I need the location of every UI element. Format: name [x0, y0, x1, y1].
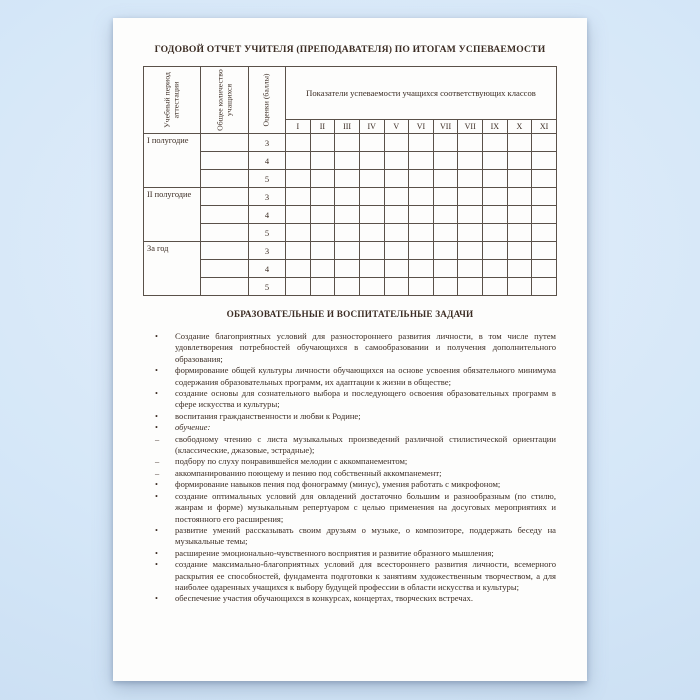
score-cell: [409, 134, 434, 152]
score-cell: [483, 278, 508, 296]
class-column-header: VI: [409, 120, 434, 134]
score-cell: [409, 278, 434, 296]
task-marker: •: [155, 548, 158, 558]
class-column-header: VII: [458, 120, 483, 134]
column-header-vertical-3: [249, 67, 286, 134]
task-text: создание основы для сознательного выбора и последующего освоения образовательных программ в сфере искусства и культуры;: [175, 388, 556, 410]
table-row: [144, 278, 557, 296]
grade-cell: 5: [249, 278, 286, 296]
score-cell: [532, 242, 557, 260]
grade-cell: 5: [249, 170, 286, 188]
score-cell: [286, 134, 311, 152]
task-marker: •: [155, 411, 158, 421]
score-cell: [483, 170, 508, 188]
score-cell: [433, 188, 458, 206]
class-column-header: I: [286, 120, 311, 134]
score-cell: [359, 134, 384, 152]
task-item: [155, 468, 557, 479]
score-cell: [483, 134, 508, 152]
class-column-header: XI: [532, 120, 557, 134]
task-item: [155, 331, 557, 365]
student-count-cell: [201, 260, 249, 278]
task-text: свободному чтению с листа музыкальных произведений различной стилистической ориентации (классические, джазовые, эстрадные);: [175, 433, 556, 456]
task-item: [155, 411, 557, 422]
vertical-header-text: Учебный период аттестации: [162, 72, 180, 128]
student-count-cell: [201, 242, 249, 260]
score-cell: [458, 134, 483, 152]
score-cell: [507, 260, 532, 278]
score-cell: [310, 152, 335, 170]
score-cell: [310, 242, 335, 260]
document-page: [113, 18, 587, 681]
task-item: [155, 388, 557, 411]
class-column-header: V: [384, 120, 409, 134]
score-cell: [409, 260, 434, 278]
task-text: создание оптимальных условий для овладений достаточно большим и разнообразным (по стилю, жанрам и форме) музыкальным репертуаром с целью применения на досуговых мероприятиях и постоянного его расширения;: [175, 490, 556, 524]
score-cell: [335, 278, 360, 296]
vertical-header-text: Общее количество учащихся: [214, 69, 233, 131]
score-cell: [507, 224, 532, 242]
score-cell: [433, 134, 458, 152]
task-item: [155, 434, 557, 457]
score-cell: [532, 134, 557, 152]
table-row: [144, 134, 557, 152]
score-cell: [532, 278, 557, 296]
task-item: [155, 456, 557, 467]
task-text: расширение эмоционально-чувственного восприятия и развитие образного мышления;: [175, 547, 494, 558]
table-row: [144, 188, 557, 206]
score-cell: [359, 224, 384, 242]
score-cell: [286, 260, 311, 278]
task-item: [155, 491, 557, 525]
task-marker: •: [155, 332, 158, 341]
score-cell: [409, 170, 434, 188]
score-cell: [384, 170, 409, 188]
score-cell: [310, 278, 335, 296]
score-cell: [310, 206, 335, 224]
task-text: подбору по слуху понравившейся мелодии с аккомпанементом;: [175, 456, 408, 467]
period-cell: II полугодие: [144, 188, 201, 242]
score-cell: [384, 134, 409, 152]
score-cell: [359, 206, 384, 224]
score-cell: [384, 188, 409, 206]
score-cell: [359, 278, 384, 296]
document-title: ГОДОВОЙ ОТЧЕТ УЧИТЕЛЯ (ПРЕПОДАВАТЕЛЯ) ПО ИТОГАМ УСПЕВАЕМОСТИ: [154, 44, 546, 55]
score-cell: [286, 152, 311, 170]
score-cell: [483, 242, 508, 260]
score-cell: [409, 224, 434, 242]
student-count-cell: [201, 224, 249, 242]
performance-table: [143, 66, 557, 296]
grade-cell: 3: [249, 188, 286, 206]
tasks-list: [155, 331, 557, 605]
class-column-header: III: [335, 120, 360, 134]
score-cell: [458, 206, 483, 224]
score-cell: [532, 260, 557, 278]
score-cell: [310, 170, 335, 188]
score-cell: [433, 242, 458, 260]
score-cell: [507, 188, 532, 206]
task-item: [155, 525, 557, 548]
task-marker: •: [155, 594, 158, 604]
score-cell: [310, 188, 335, 206]
score-cell: [335, 260, 360, 278]
score-cell: [286, 188, 311, 206]
score-cell: [286, 170, 311, 188]
score-cell: [384, 206, 409, 224]
score-cell: [409, 152, 434, 170]
student-count-cell: [201, 188, 249, 206]
class-column-header: X: [507, 120, 532, 134]
student-count-cell: [201, 170, 249, 188]
task-text: обеспечение участия обучающихся в конкурсах, концертах, творческих встречах.: [175, 593, 473, 604]
class-column-header: IV: [359, 120, 384, 134]
score-cell: [532, 152, 557, 170]
score-cell: [483, 152, 508, 170]
column-header-vertical-2: [201, 67, 249, 134]
task-item: [155, 559, 557, 593]
score-cell: [335, 242, 360, 260]
score-cell: [483, 260, 508, 278]
task-text: обучение:: [175, 422, 211, 433]
score-cell: [359, 242, 384, 260]
task-item: [155, 479, 557, 490]
student-count-cell: [201, 278, 249, 296]
period-cell: За год: [144, 242, 201, 296]
score-cell: [409, 188, 434, 206]
score-cell: [359, 152, 384, 170]
score-cell: [507, 170, 532, 188]
score-cell: [532, 206, 557, 224]
score-cell: [335, 206, 360, 224]
score-cell: [532, 170, 557, 188]
score-cell: [286, 242, 311, 260]
score-cell: [458, 242, 483, 260]
class-column-header: VII: [433, 120, 458, 134]
task-marker: –: [155, 468, 160, 478]
score-cell: [507, 206, 532, 224]
task-text: воспитания гражданственности и любви к Родине;: [175, 410, 361, 421]
score-cell: [310, 134, 335, 152]
grade-cell: 3: [249, 134, 286, 152]
task-marker: •: [155, 366, 158, 376]
score-cell: [458, 260, 483, 278]
score-cell: [384, 260, 409, 278]
grade-cell: 4: [249, 206, 286, 224]
score-cell: [359, 188, 384, 206]
score-cell: [433, 260, 458, 278]
table-header-row: [144, 67, 557, 120]
grade-cell: 5: [249, 224, 286, 242]
task-text: Создание благоприятных условий для разностороннего развития личности, в том числе путем удовлетворения потребностей обучающихся в самообразовании и получения дополнительного образования;: [175, 331, 556, 364]
score-cell: [384, 224, 409, 242]
grade-cell: 4: [249, 260, 286, 278]
score-cell: [507, 152, 532, 170]
task-marker: –: [155, 457, 160, 467]
task-text: аккомпанированию поющему и пению под собственный аккомпанемент;: [175, 467, 442, 478]
grade-cell: 4: [249, 152, 286, 170]
score-cell: [286, 224, 311, 242]
score-cell: [409, 206, 434, 224]
score-cell: [310, 224, 335, 242]
score-cell: [286, 278, 311, 296]
score-cell: [335, 170, 360, 188]
score-cell: [335, 152, 360, 170]
column-header-vertical-1: [144, 67, 201, 134]
score-cell: [507, 278, 532, 296]
score-cell: [483, 206, 508, 224]
task-marker: •: [155, 525, 158, 535]
student-count-cell: [201, 134, 249, 152]
task-marker: –: [155, 434, 160, 444]
task-item: [155, 593, 557, 604]
class-column-header: IX: [483, 120, 508, 134]
table-row: [144, 260, 557, 278]
score-cell: [483, 188, 508, 206]
score-cell: [310, 260, 335, 278]
class-column-header: II: [310, 120, 335, 134]
task-text: формирование общей культуры личности обучающихся на основе усвоения обязательного минимума содержания образовательных программ, их адаптации к жизни в обществе;: [175, 365, 556, 387]
score-cell: [532, 224, 557, 242]
score-cell: [507, 242, 532, 260]
score-cell: [433, 152, 458, 170]
score-cell: [433, 206, 458, 224]
vertical-header-text: Оценки (баллы): [261, 73, 271, 127]
table-row: [144, 170, 557, 188]
task-item: [155, 548, 557, 559]
score-cell: [286, 206, 311, 224]
score-cell: [433, 170, 458, 188]
score-cell: [384, 242, 409, 260]
task-text: развитие умений рассказывать своим друзьям о музыке, о композиторе, поддержать беседу на музыкальные темы;: [175, 524, 556, 547]
score-cell: [458, 278, 483, 296]
score-cell: [409, 242, 434, 260]
tasks-heading: ОБРАЗОВАТЕЛЬНЫЕ И ВОСПИТАТЕЛЬНЫЕ ЗАДАЧИ: [226, 309, 474, 319]
task-text: формирование навыков пения под фонограмму (минус), умения работать с микрофоном;: [175, 479, 501, 490]
task-item: [155, 422, 557, 433]
score-cell: [458, 152, 483, 170]
period-cell: I полугодие: [144, 134, 201, 188]
score-cell: [433, 224, 458, 242]
score-cell: [433, 278, 458, 296]
score-cell: [458, 188, 483, 206]
task-item: [155, 365, 557, 388]
task-marker: •: [155, 480, 158, 490]
score-cell: [532, 188, 557, 206]
score-cell: [483, 224, 508, 242]
column-header-classes: Показатели успеваемости учащихся соответствующих классов: [286, 67, 557, 120]
score-cell: [384, 152, 409, 170]
task-marker: •: [155, 491, 158, 501]
task-marker: •: [155, 560, 158, 570]
score-cell: [507, 134, 532, 152]
score-cell: [384, 278, 409, 296]
table-row: [144, 206, 557, 224]
score-cell: [359, 260, 384, 278]
score-cell: [335, 224, 360, 242]
task-text: создание максимально-благоприятных условий для всестороннего развития личности, всемерного раскрытия ее способностей, фундамента подготовки к занятиям художественным творчеством, а для наиболее одаренных учащихся к выбору будущей профессии в области искусства и культуры;: [175, 559, 556, 592]
score-cell: [458, 224, 483, 242]
score-cell: [335, 188, 360, 206]
table-row: [144, 224, 557, 242]
task-marker: •: [155, 389, 158, 399]
student-count-cell: [201, 152, 249, 170]
score-cell: [359, 170, 384, 188]
score-cell: [458, 170, 483, 188]
grade-cell: 3: [249, 242, 286, 260]
student-count-cell: [201, 206, 249, 224]
table-row: [144, 152, 557, 170]
score-cell: [335, 134, 360, 152]
table-row: [144, 242, 557, 260]
task-marker: •: [155, 423, 158, 433]
